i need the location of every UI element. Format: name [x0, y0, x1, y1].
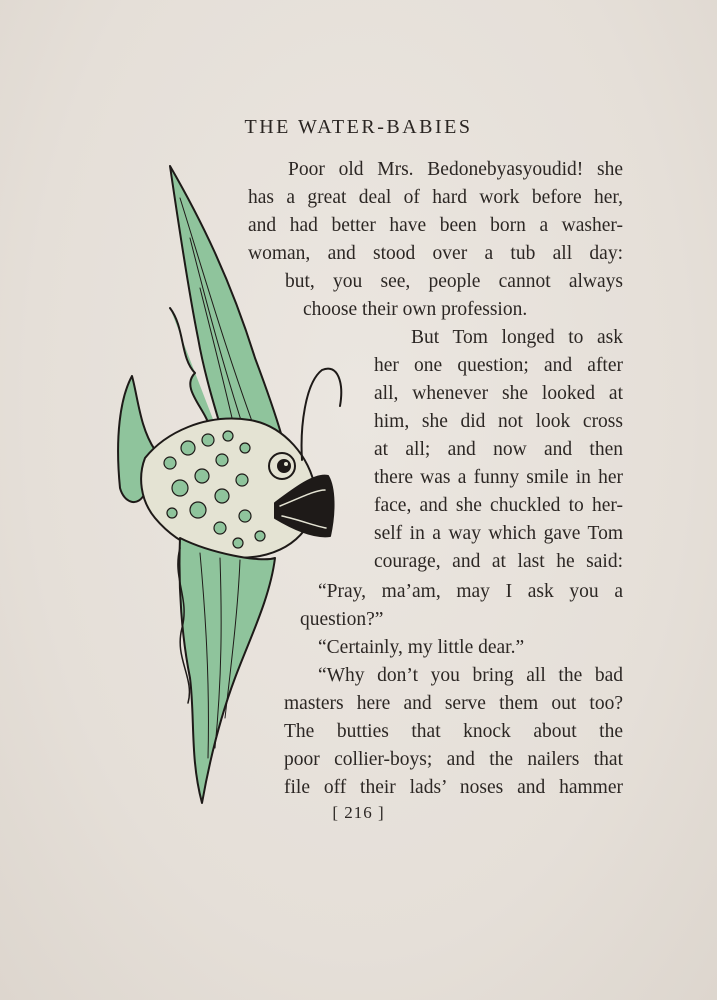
text-line-8: her one question; and after	[374, 355, 623, 376]
text-line-11: at all; and now and then	[374, 439, 623, 460]
text-line-14: self in a way which gave Tom	[374, 523, 623, 544]
text-line-1: Poor old Mrs. Bedonebyasyoudid! she	[288, 159, 623, 180]
text-line-7: But Tom longed to ask	[411, 327, 623, 348]
text-line-21: The butties that knock about the	[284, 721, 623, 742]
text-line-20: masters here and serve them out too?	[284, 693, 623, 714]
text-line-17: question?”	[300, 609, 384, 630]
text-line-6: choose their own profession.	[303, 299, 528, 320]
text-line-9: all, whenever she looked at	[374, 383, 623, 404]
text-line-15: courage, and at last he said:	[374, 551, 623, 572]
text-line-12: there was a funny smile in her	[374, 467, 623, 488]
text-line-18: “Certainly, my little dear.”	[318, 637, 525, 658]
text-line-3: and had better have been born a washer-	[248, 215, 623, 236]
text-line-16: “Pray, ma’am, may I ask you a	[318, 581, 623, 602]
text-line-2: has a great deal of hard work before her,	[248, 187, 623, 208]
text-line-23: file off their lads’ noses and hammer	[284, 777, 623, 798]
page-number: [ 216 ]	[332, 803, 385, 822]
text-line-22: poor collier-boys; and the nailers that	[284, 749, 623, 770]
text-line-13: face, and she chuckled to her-	[374, 495, 623, 516]
text-line-4: woman, and stood over a tub all day:	[248, 243, 623, 264]
text-line-19: “Why don’t you bring all the bad	[318, 665, 623, 686]
running-head-title: THE WATER-BABIES	[244, 116, 473, 138]
text-line-5: but, you see, people cannot always	[285, 271, 623, 292]
text-line-10: him, she did not look cross	[374, 411, 623, 432]
